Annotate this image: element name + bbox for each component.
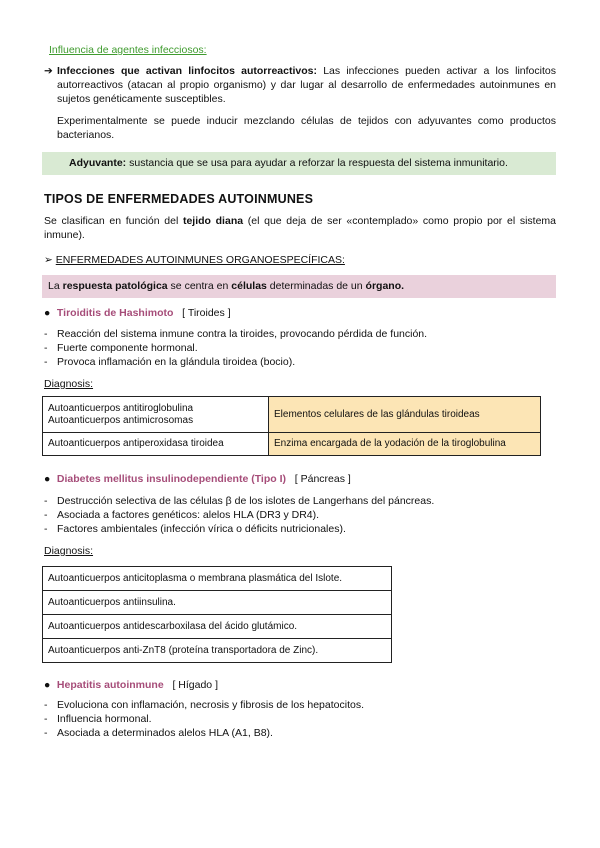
pink-bold-3: órgano.: [365, 280, 405, 292]
diabetes-diagnosis-table: [42, 566, 392, 663]
adyuvante-definition: sustancia que se usa para ayudar a reforzar la respuesta del sistema inmunitario.: [126, 157, 508, 169]
organoespecificas-label: ENFERMEDADES AUTOINMUNES ORGANOESPECÍFICAS:: [55, 254, 345, 266]
bullet-icon: ●: [44, 307, 51, 319]
intro-text-b: (el que deja de ser «contemplado» como propio por el sistema inmune).: [44, 215, 557, 241]
diabetes-list: [44, 494, 434, 536]
diagnosis-label: Diagnosis:: [44, 545, 94, 557]
table-cell: [43, 397, 269, 433]
arrow-icon: ➔: [44, 65, 53, 77]
infeccion-bold-lead: Infecciones que activan linfocitos autorreactivos:: [57, 65, 317, 77]
list-item: - Provoca inflamación en la glándula tiroidea (bocio).: [44, 355, 427, 369]
organ-label: [ Hígado ]: [172, 679, 218, 691]
hashimoto-diagnosis-table: [42, 396, 541, 456]
table-cell: Autoanticuerpos antiperoxidasa tiroidea: [43, 433, 269, 456]
hepatitis-list: [44, 698, 364, 740]
section-heading-infeccion: Influencia de agentes infecciosos:: [49, 44, 207, 56]
disease-name: Hepatitis autoinmune: [56, 679, 164, 691]
page-heading-tipos: TIPOS DE ENFERMEDADES AUTOINMUNES: [44, 192, 314, 206]
experimental-paragraph: Experimentalmente se puede inducir mezclando células de tejidos con adyuvantes como productos bacterianos.: [57, 115, 556, 141]
table-row: [43, 567, 392, 591]
list-item: - Evoluciona con inflamación, necrosis y fibrosis de los hepatocitos.: [44, 698, 364, 712]
pink-text-a: La: [48, 280, 63, 292]
table-cell: Autoanticuerpos antidescarboxilasa del ácido glutámico.: [43, 615, 392, 639]
intro-text-a: Se clasifican en función del: [44, 215, 183, 227]
list-item: - Destrucción selectiva de las células β de los islotes de Langerhans del páncreas.: [44, 494, 434, 508]
bullet-icon: ●: [44, 679, 51, 691]
list-item: - Asociada a factores genéticos: alelos HLA (DR3 y DR4).: [44, 508, 434, 522]
infeccion-text: Las infecciones pueden activar a los linfocitos autorreactivos (atacan al propio organismo) y dar lugar al desarrollo de enfermedades autoinmunes en sujetos genéticamente susceptibles.: [57, 65, 556, 105]
list-item: - Influencia hormonal.: [44, 712, 364, 726]
arrowhead-icon: ➢: [44, 254, 53, 266]
pink-text-c: se centra en: [167, 280, 232, 292]
table-row: [43, 433, 541, 456]
cell-text: Autoanticuerpos antitiroglobulina: [48, 402, 194, 414]
organoespecificas-heading: [44, 253, 345, 267]
table-cell: Elementos celulares de las glándulas tiroideas: [269, 397, 541, 433]
disease-name: Tiroiditis de Hashimoto: [56, 307, 174, 319]
respuesta-callout: [42, 275, 556, 298]
pink-text-d: determinadas de un: [266, 280, 366, 292]
list-item: - Asociada a determinados alelos HLA (A1, B8).: [44, 726, 364, 740]
diagnosis-label: Diagnosis:: [44, 378, 94, 390]
list-item: - Factores ambientales (infección vírica o déficits nutricionales).: [44, 522, 434, 536]
bullet-icon: ●: [44, 473, 51, 485]
infeccion-paragraph: [44, 64, 556, 106]
pink-bold-1: respuesta patológica: [62, 280, 168, 292]
disease-name: Diabetes mellitus insulinodependiente (Tipo I): [56, 473, 287, 485]
list-item: - Fuerte componente hormonal.: [44, 341, 427, 355]
disease-heading-hepatitis: [44, 678, 218, 692]
table-row: [43, 397, 541, 433]
disease-heading-diabetes: [44, 472, 351, 486]
organ-label: [ Tiroides ]: [182, 307, 231, 319]
table-cell: Enzima encargada de la yodación de la tiroglobulina: [269, 433, 541, 456]
list-item: - Reacción del sistema inmune contra la tiroides, provocando pérdida de función.: [44, 327, 427, 341]
organ-label: [ Páncreas ]: [294, 473, 351, 485]
tipos-intro: [44, 214, 556, 242]
table-cell: Autoanticuerpos anticitoplasma o membrana plasmática del Islote.: [43, 567, 392, 591]
hashimoto-list: [44, 327, 427, 369]
adyuvante-callout: [42, 152, 556, 175]
intro-bold: tejido diana: [182, 215, 244, 227]
table-row: [43, 639, 392, 663]
table-row: [43, 615, 392, 639]
table-row: [43, 591, 392, 615]
cell-text: Autoanticuerpos antimicrosomas: [48, 414, 194, 426]
adyuvante-term: Adyuvante:: [69, 157, 127, 169]
disease-heading-hashimoto: [44, 306, 231, 320]
table-cell: Autoanticuerpos anti-ZnT8 (proteína transportadora de Zinc).: [43, 639, 392, 663]
pink-bold-2: células: [231, 280, 267, 292]
table-cell: Autoanticuerpos antiinsulina.: [43, 591, 392, 615]
